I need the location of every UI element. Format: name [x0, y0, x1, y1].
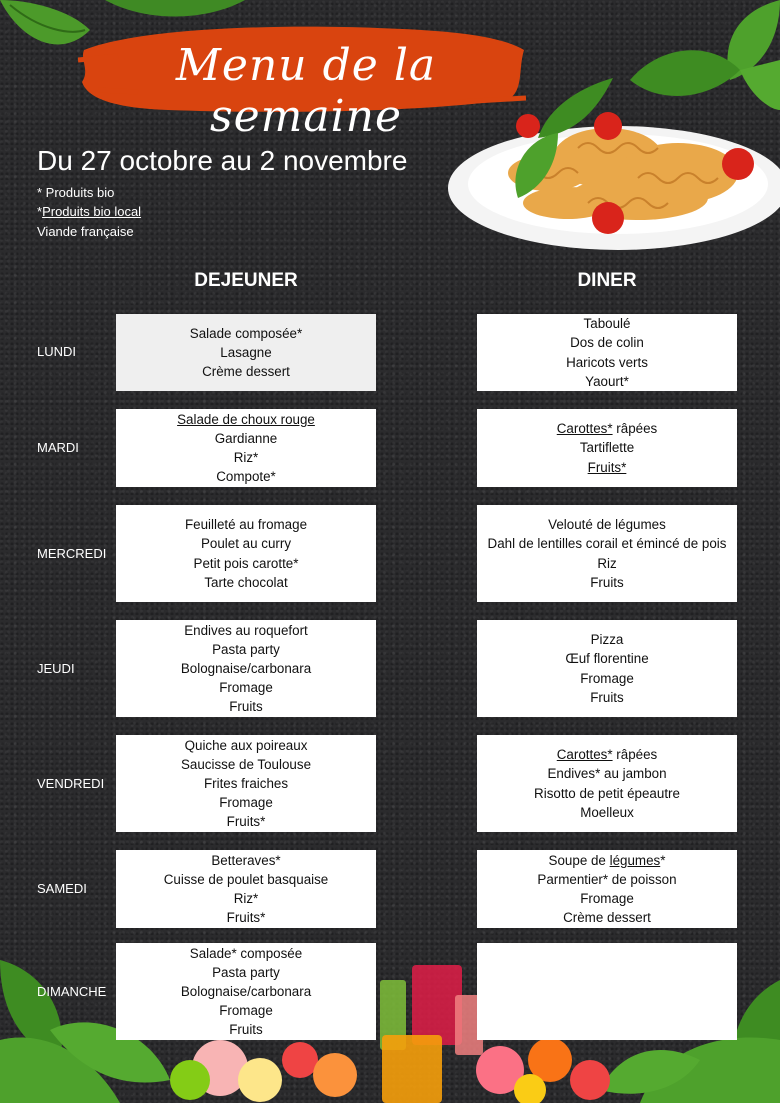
- day-label: SAMEDI: [37, 881, 87, 896]
- menu-item-part: *: [660, 852, 666, 868]
- legend-organic-local-text: Produits bio local: [42, 204, 142, 219]
- dinner-menu-box-empty: [477, 943, 737, 1040]
- lunch-menu-box: [116, 314, 376, 391]
- menu-item: Fromage: [580, 891, 634, 906]
- lunch-menu-box: [116, 735, 376, 832]
- menu-item-part: légumes: [609, 852, 661, 868]
- menu-item: Pizza: [590, 632, 624, 648]
- menu-item: Œuf florentine: [565, 651, 649, 667]
- menu-item: Salade composée*: [189, 325, 303, 341]
- lunch-menu-box: [116, 850, 376, 928]
- menu-item: Dahl de lentilles corail et émincé de pois: [487, 536, 727, 552]
- pasta-plate-icon: [438, 78, 780, 260]
- lunch-menu-box: [116, 409, 376, 487]
- menu-item: Endives au roquefort: [184, 622, 308, 638]
- lunch-menu-box: [116, 505, 376, 602]
- dinner-menu-box: [477, 409, 737, 487]
- day-label: JEUDI: [37, 661, 75, 676]
- menu-item: Betteraves*: [211, 852, 281, 868]
- menu-item: Fruits: [229, 1022, 263, 1038]
- menu-item-part: râpées: [612, 421, 658, 437]
- menu-item: Fruits*: [226, 814, 266, 830]
- dinner-menu-box: [477, 735, 737, 832]
- menu-item: [485, 851, 729, 870]
- date-range: Du 27 octobre au 2 novembre: [37, 145, 408, 176]
- menu-item: Saucisse de Toulouse: [180, 756, 312, 772]
- lunch-menu-box: [116, 620, 376, 717]
- menu-item: Fromage: [580, 670, 634, 686]
- day-label: LUNDI: [37, 344, 77, 359]
- legend-organic: * Produits bio: [37, 185, 115, 200]
- menu-item: Bolognaise/carbonara: [180, 983, 312, 999]
- day-label: VENDREDI: [37, 776, 105, 791]
- menu-item: Tarte chocolat: [204, 574, 288, 590]
- menu-item: Fromage: [219, 680, 273, 696]
- dinner-menu-box: [477, 314, 737, 391]
- menu-item: Tartiflette: [579, 440, 635, 456]
- menu-item-part: râpées: [612, 747, 658, 763]
- menu-item: Riz*: [233, 450, 259, 465]
- menu-item: Fruits: [590, 689, 624, 705]
- menu-item: Fruits: [229, 699, 263, 715]
- menu-item: Pasta party: [212, 641, 280, 657]
- dinner-menu-box: [477, 505, 737, 602]
- menu-item: Riz*: [233, 891, 259, 906]
- menu-item: Fromage: [219, 795, 273, 811]
- lunch-menu-box: [116, 943, 376, 1040]
- dinner-menu-box: [477, 620, 737, 717]
- legend-organic-local: [37, 204, 141, 219]
- dinner-menu-box: [477, 850, 737, 928]
- column-header-lunch: DEJEUNER: [194, 270, 298, 291]
- menu-item: Feuilleté au fromage: [184, 517, 308, 533]
- menu-item: Fruits*: [226, 910, 266, 926]
- menu-item: Quiche aux poireaux: [184, 737, 308, 753]
- menu-item: Cuisse de poulet basquaise: [163, 871, 329, 887]
- menu-item: Compote*: [216, 469, 276, 485]
- column-header-dinner: DINER: [577, 270, 637, 291]
- menu-item: Lasagne: [220, 344, 272, 360]
- day-label: DIMANCHE: [37, 984, 107, 999]
- menu-item: Haricots verts: [566, 354, 648, 370]
- menu-item-part: Carottes*: [556, 747, 613, 763]
- page-title: Menu de la semaine: [175, 40, 437, 142]
- menu-item: Dos de colin: [570, 335, 644, 351]
- menu-item: Risotto de petit épeautre: [534, 785, 680, 801]
- menu-item: Salade* composée: [189, 945, 303, 961]
- menu-item-part: Carottes*: [556, 421, 613, 437]
- day-label: MARDI: [37, 440, 79, 455]
- menu-item: Petit pois carotte*: [193, 555, 299, 571]
- legend-french-meat: Viande française: [37, 224, 134, 239]
- basil-leaf-icon: [105, 0, 245, 20]
- menu-item: Frites fraiches: [203, 775, 289, 791]
- menu-item: Moelleux: [580, 804, 634, 820]
- menu-item: Riz: [597, 555, 617, 571]
- menu-item: Taboulé: [583, 316, 631, 332]
- menu-item: Salade de choux rouge: [177, 411, 315, 427]
- menu-item: Bolognaise/carbonara: [180, 660, 312, 676]
- menu-item: Fromage: [219, 1003, 273, 1019]
- menu-item: Yaourt*: [585, 373, 629, 389]
- menu-item: Pasta party: [212, 964, 280, 980]
- menu-item: Parmentier* de poisson: [537, 871, 677, 887]
- menu-item: Velouté de légumes: [548, 517, 666, 533]
- menu-item: Crème dessert: [563, 910, 651, 926]
- legend-prefix: *: [37, 204, 43, 219]
- menu-item-part: Soupe de: [548, 852, 610, 868]
- day-label: MERCREDI: [37, 546, 107, 561]
- menu-item: Fruits*: [587, 459, 627, 475]
- menu-item: Gardianne: [214, 430, 278, 446]
- menu-item: Poulet au curry: [200, 536, 292, 552]
- menu-item: [485, 745, 729, 764]
- menu-item: Fruits: [590, 574, 624, 590]
- menu-item: Crème dessert: [202, 364, 290, 380]
- menu-item: [485, 419, 729, 438]
- menu-item: Endives* au jambon: [547, 766, 667, 782]
